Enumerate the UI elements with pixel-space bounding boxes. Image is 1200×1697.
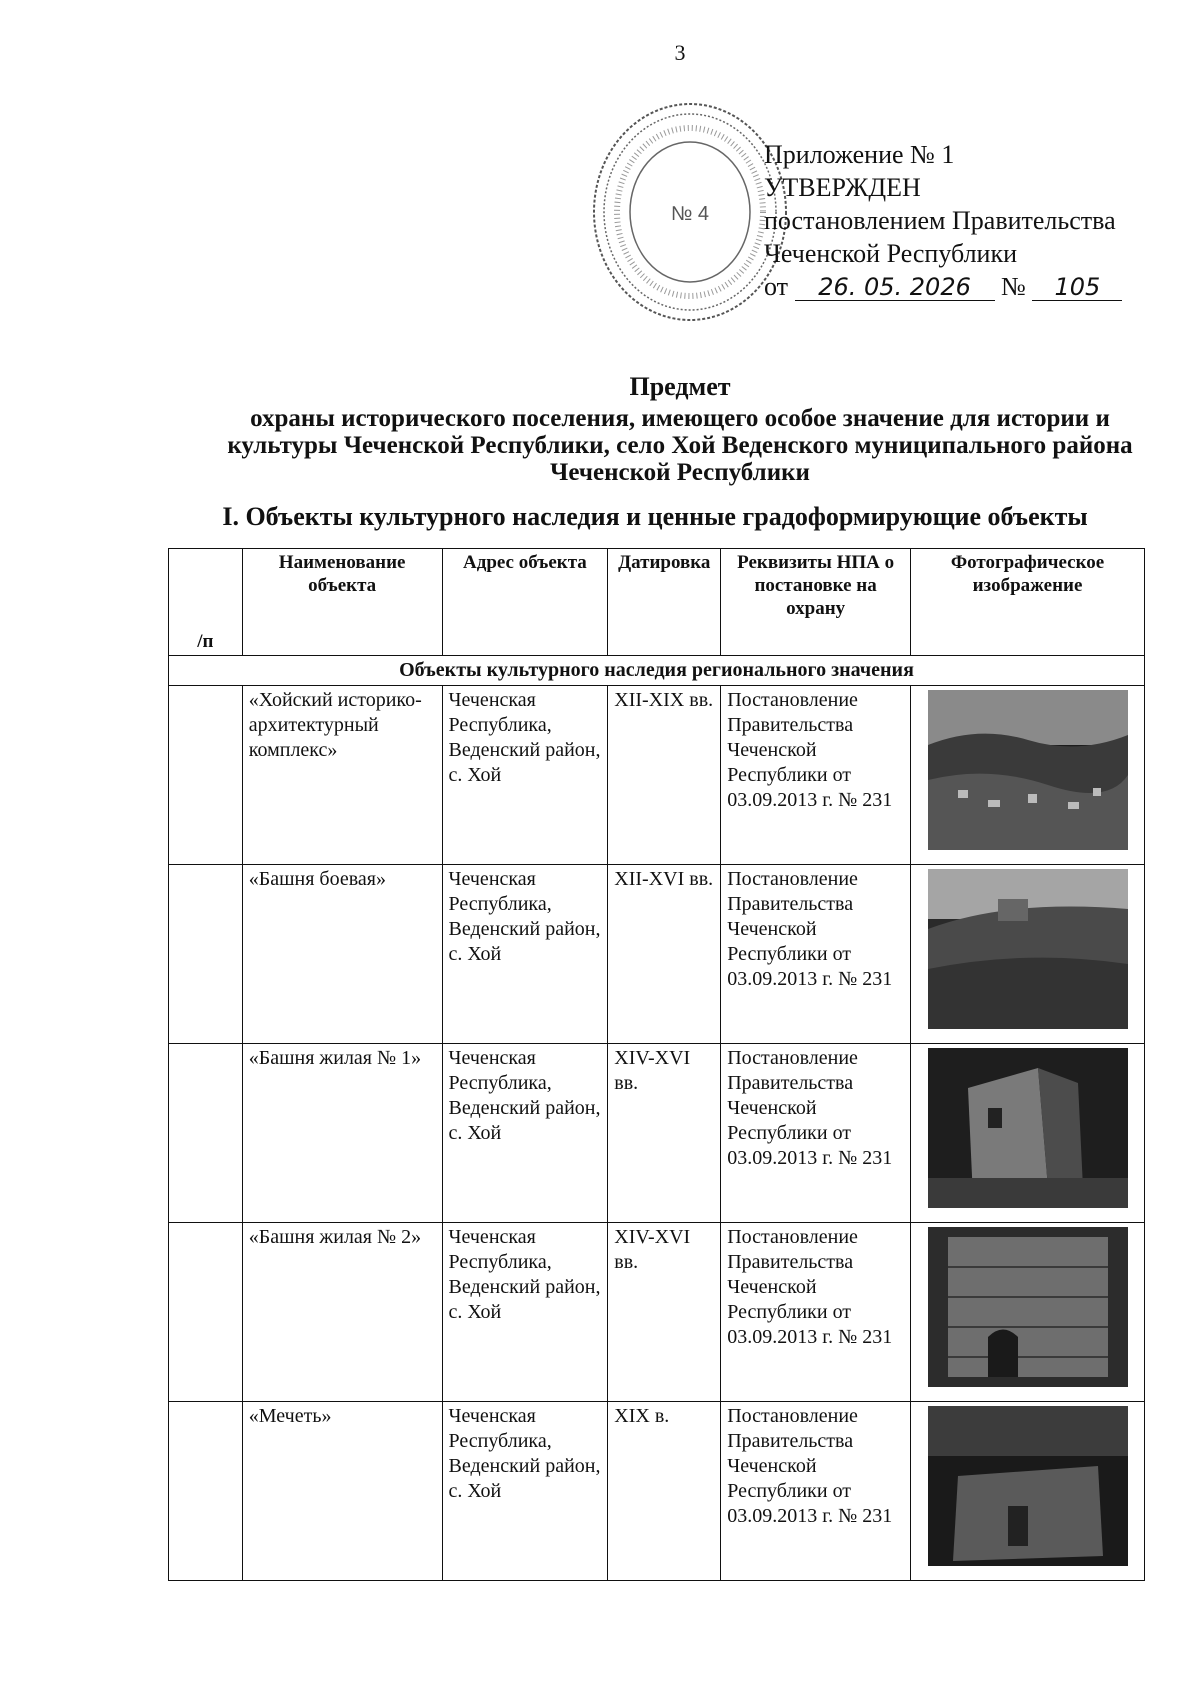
object-dating: XIV-XVI вв. bbox=[608, 1223, 721, 1402]
header-dating: Датировка bbox=[608, 549, 721, 656]
header-num: /п bbox=[169, 549, 243, 656]
table-row bbox=[169, 865, 1145, 1044]
section-heading: I. Объекты культурного наследия и ценные градоформирующие объекты bbox=[222, 502, 1088, 531]
table-row bbox=[169, 1044, 1145, 1223]
approval-date-line bbox=[764, 270, 1122, 303]
object-name: «Мечеть» bbox=[242, 1402, 442, 1581]
row-num-cell bbox=[169, 865, 243, 1044]
number-prefix: № bbox=[1001, 272, 1026, 301]
row-num-cell bbox=[169, 1044, 243, 1223]
photo-cell bbox=[911, 1402, 1145, 1581]
header-photo: Фотографическое изображение bbox=[911, 549, 1145, 656]
photo-residential-tower-1 bbox=[928, 1048, 1128, 1208]
table-row bbox=[169, 1223, 1145, 1402]
object-name: «Башня боевая» bbox=[242, 865, 442, 1044]
object-requisites: Постановление Правительства Чеченской Республики от 03.09.2013 г. № 231 bbox=[721, 686, 911, 865]
heritage-objects-table bbox=[168, 548, 1145, 1581]
object-requisites: Постановление Правительства Чеченской Республики от 03.09.2013 г. № 231 bbox=[721, 1044, 911, 1223]
object-address: Чеченская Республика, Веденский район, с. Хой bbox=[442, 865, 608, 1044]
official-seal-stamp bbox=[590, 100, 790, 324]
header-address: Адрес объекта bbox=[442, 549, 608, 656]
document-subtitle: охраны исторического поселения, имеющего особое значение для истории и культуры Чеченской Республики, село Хой Веденского муниципального района Чеченской Республики bbox=[227, 405, 1133, 486]
photo-cell bbox=[911, 1223, 1145, 1402]
photo-battle-tower bbox=[928, 869, 1128, 1029]
photo-cell bbox=[911, 1044, 1145, 1223]
table-header-row bbox=[169, 549, 1145, 656]
object-address: Чеченская Республика, Веденский район, с. Хой bbox=[442, 1402, 608, 1581]
object-dating: XII-XVI вв. bbox=[608, 865, 721, 1044]
table-row bbox=[169, 686, 1145, 865]
row-num-cell bbox=[169, 1402, 243, 1581]
object-dating: XIV-XVI вв. bbox=[608, 1044, 721, 1223]
object-requisites: Постановление Правительства Чеченской Республики от 03.09.2013 г. № 231 bbox=[721, 1402, 911, 1581]
document-title: Предмет bbox=[629, 372, 731, 401]
header-name: Наименование объекта bbox=[242, 549, 442, 656]
approval-date: 26. 05. 2026 bbox=[795, 274, 995, 301]
object-name: «Хойский историко-архитектурный комплекс» bbox=[242, 686, 442, 865]
appendix-label: Приложение № 1 bbox=[764, 140, 955, 169]
object-name: «Башня жилая № 1» bbox=[242, 1044, 442, 1223]
date-prefix: от bbox=[764, 272, 789, 301]
object-dating: XIX в. bbox=[608, 1402, 721, 1581]
row-num-cell bbox=[169, 686, 243, 865]
approved-label: УТВЕРЖДЕН bbox=[764, 173, 921, 202]
object-address: Чеченская Республика, Веденский район, с. Хой bbox=[442, 1223, 608, 1402]
object-dating: XII-XIX вв. bbox=[608, 686, 721, 865]
stamp-number: № 4 bbox=[670, 203, 710, 225]
object-address: Чеченская Республика, Веденский район, с. Хой bbox=[442, 1044, 608, 1223]
object-requisites: Постановление Правительства Чеченской Республики от 03.09.2013 г. № 231 bbox=[721, 865, 911, 1044]
header-requisites: Реквизиты НПА о постановке на охрану bbox=[721, 549, 911, 656]
approval-number: 105 bbox=[1032, 274, 1122, 301]
object-name: «Башня жилая № 2» bbox=[242, 1223, 442, 1402]
photo-mosque bbox=[928, 1406, 1128, 1566]
approval-line-2: Чеченской Республики bbox=[764, 239, 1018, 268]
approval-line-1: постановлением Правительства bbox=[764, 206, 1116, 235]
group-row bbox=[169, 656, 1145, 686]
group-title: Объекты культурного наследия регионального значения bbox=[169, 656, 1145, 686]
photo-village-panorama bbox=[928, 690, 1128, 850]
object-address: Чеченская Республика, Веденский район, с. Хой bbox=[442, 686, 608, 865]
photo-cell bbox=[911, 865, 1145, 1044]
photo-residential-tower-2 bbox=[928, 1227, 1128, 1387]
approval-block bbox=[764, 138, 1122, 303]
row-num-cell bbox=[169, 1223, 243, 1402]
table-row bbox=[169, 1402, 1145, 1581]
photo-cell bbox=[911, 686, 1145, 865]
page-number: 3 bbox=[674, 40, 686, 65]
object-requisites: Постановление Правительства Чеченской Республики от 03.09.2013 г. № 231 bbox=[721, 1223, 911, 1402]
